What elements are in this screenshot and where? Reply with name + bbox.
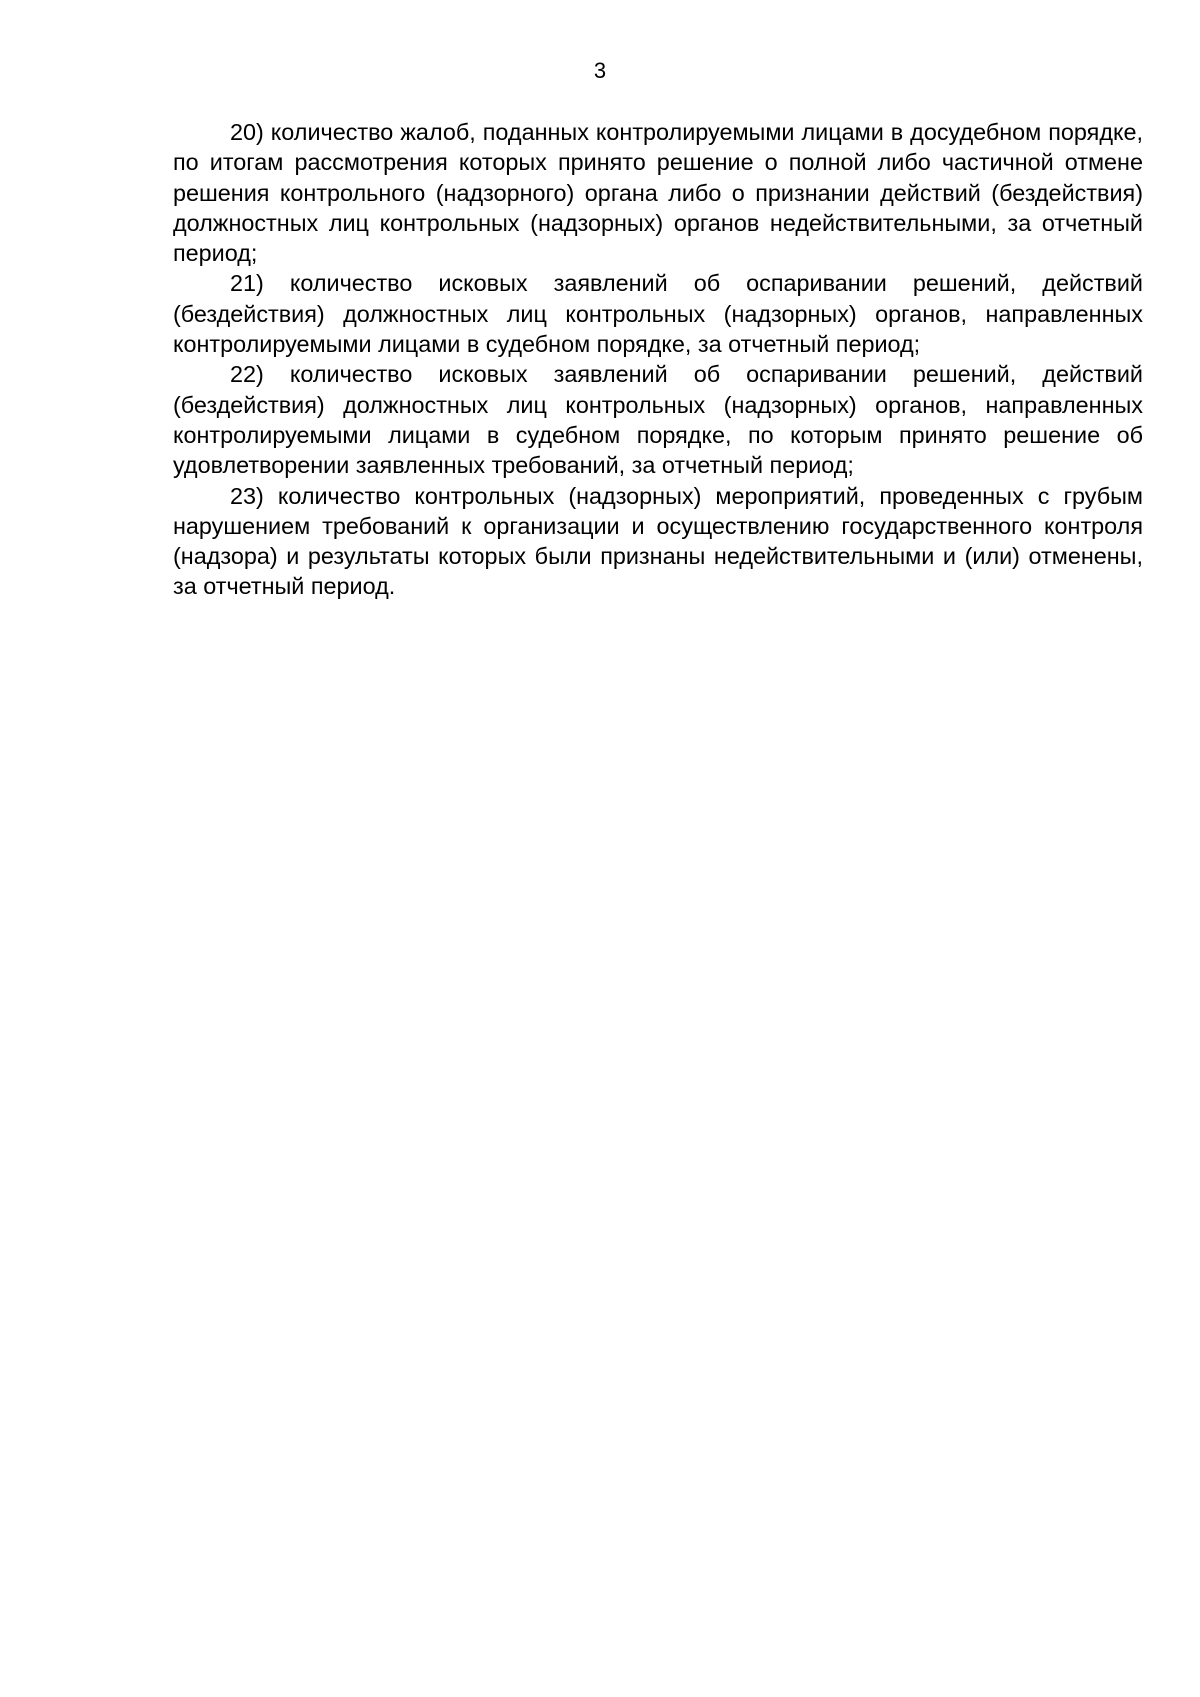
paragraph-item-20: 20) количество жалоб, поданных контролируемыми лицами в досудебном порядке, по итогам рассмотрения которых принято решение о полной либо частичной отмене решения контрольного (надзорного) органа либо о признании действий (бездействия) должностных лиц контрольных (надзорных) органов недействительными, за отчетный период; (173, 119, 1143, 267)
paragraph-item-23: 23) количество контрольных (надзорных) мероприятий, проведенных с грубым нарушением требований к организации и осуществлению государственного контроля (надзора) и результаты которых были признаны недействительными и (или) отменены, за отчетный период. (173, 482, 1143, 600)
document-body (173, 117, 1143, 602)
paragraph-item-22: 22) количество исковых заявлений об оспаривании решений, действий (бездействия) должностных лиц контрольных (надзорных) органов, направленных контролируемыми лицами в судебном порядке, по которым принято решение об удовлетворении заявленных требований, за отчетный период; (173, 361, 1143, 479)
paragraph-item-21: 21) количество исковых заявлений об оспаривании решений, действий (бездействия) должностных лиц контрольных (надзорных) органов, направленных контролируемыми лицами в судебном порядке, за отчетный период; (173, 270, 1143, 358)
page-number: 3 (593, 58, 607, 83)
